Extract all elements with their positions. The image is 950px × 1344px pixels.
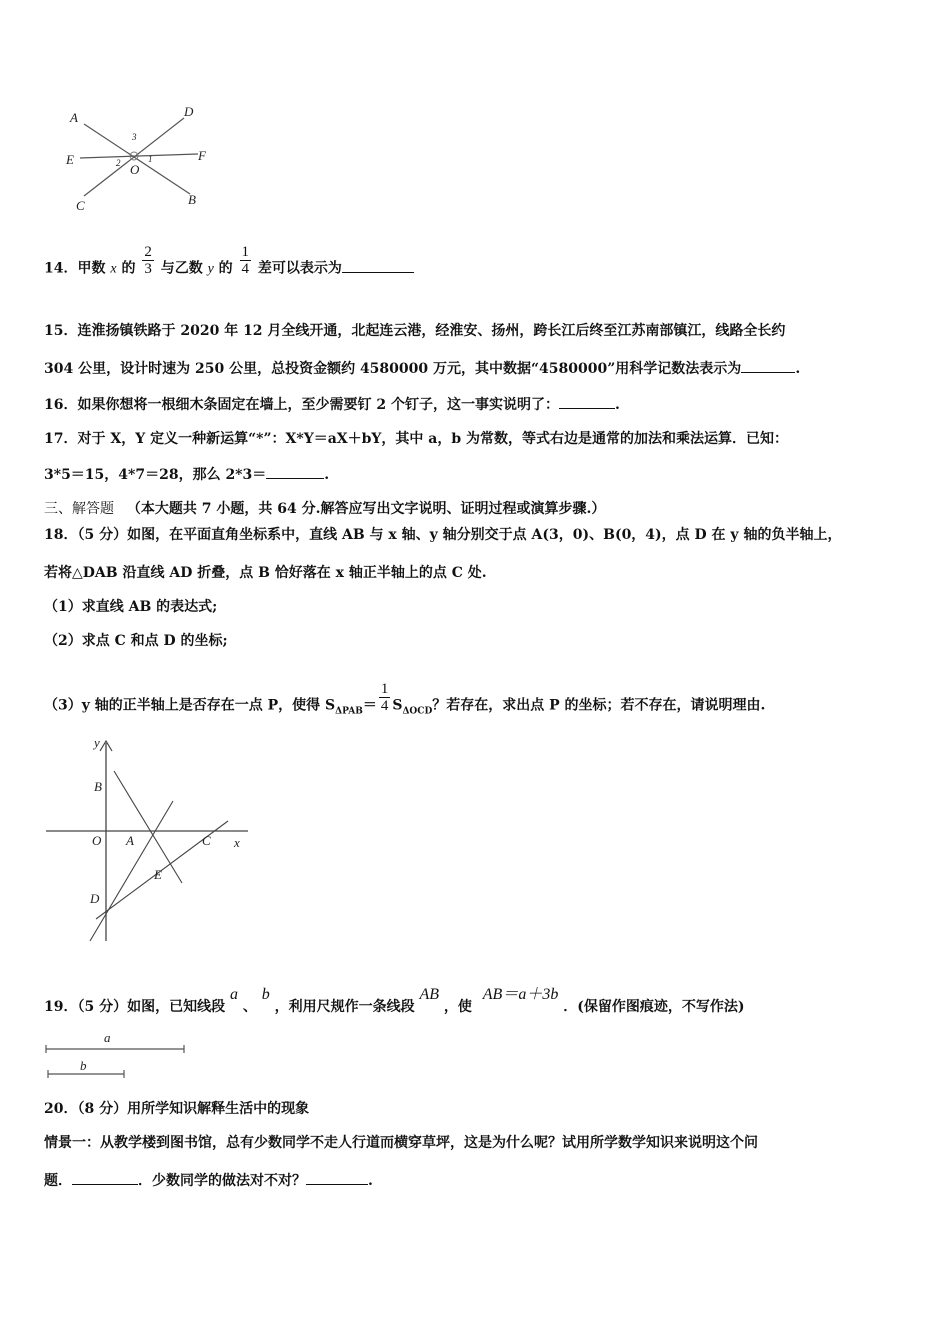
frac-num: 2 bbox=[144, 244, 152, 260]
segment-label-a: a bbox=[104, 1030, 111, 1045]
answer-blank[interactable] bbox=[266, 466, 324, 479]
q19-equation: AB＝a＋3b bbox=[482, 986, 559, 1003]
q16-text: 16．如果你想将一根细木条固定在墙上，至少需要钉 2 个钉子，这一事实说明了： bbox=[44, 397, 559, 413]
coordinate-svg bbox=[40, 735, 255, 947]
q15-text: . bbox=[795, 361, 801, 377]
section-desc: （本大题共 7 小题，共 64 分.解答应写出文字说明、证明过程或演算步骤.） bbox=[126, 501, 606, 517]
q14-number: 14． bbox=[44, 260, 78, 277]
q19-var-b: b bbox=[261, 986, 270, 1003]
label-3: 3 bbox=[132, 132, 137, 142]
question-16 bbox=[44, 394, 620, 414]
answer-blank[interactable] bbox=[559, 396, 615, 409]
q18-subscript: ΔOCD bbox=[402, 706, 433, 717]
question-18-part2: （2）求点 C 和点 D 的坐标; bbox=[44, 633, 228, 649]
q16-text: . bbox=[614, 397, 620, 413]
q19-text: ，利用尺规作一条线段 bbox=[274, 999, 415, 1015]
q19-text: 19．（5 分）如图，已知线段 bbox=[44, 999, 226, 1015]
question-20-title: 20．（8 分）用所学知识解释生活中的现象 bbox=[44, 1101, 310, 1117]
answer-blank[interactable] bbox=[342, 260, 414, 273]
axis-label-x: x bbox=[234, 835, 240, 850]
q14-text: 的 bbox=[218, 260, 233, 277]
q19-text: ，使 bbox=[443, 999, 472, 1015]
frac-den: 4 bbox=[380, 698, 389, 714]
answer-blank[interactable] bbox=[741, 360, 795, 373]
label-2: 2 bbox=[116, 158, 121, 168]
q20-text: 题． bbox=[44, 1173, 72, 1189]
q18-fraction-1-4 bbox=[379, 681, 391, 714]
segment-label-b: b bbox=[80, 1058, 87, 1073]
question-20-line1: 情景一：从教学楼到图书馆，总有少数同学不走人行道而横穿草坪，这是为什么呢？试用所学数学知识来说明这个问 bbox=[44, 1135, 758, 1151]
q14-text: 差可以表示为 bbox=[257, 260, 342, 277]
label-1: 1 bbox=[148, 154, 153, 164]
question-17-line1: 17．对于 X，Y 定义一种新运算“*”：X*Y＝aX＋bY，其中 a，b 为常数，等式右边是通常的加法和乘法运算．已知： bbox=[44, 431, 789, 447]
q20-text: . bbox=[368, 1173, 373, 1189]
frac-num: 1 bbox=[380, 681, 389, 697]
frac-den: 3 bbox=[144, 261, 152, 277]
question-18-line2: 若将△DAB 沿直线 AD 折叠，点 B 恰好落在 x 轴正半轴上的点 C 处. bbox=[44, 565, 487, 581]
q18-subscript: ΔPAB bbox=[335, 706, 363, 717]
q19-var-AB: AB bbox=[419, 986, 440, 1003]
answer-blank[interactable] bbox=[72, 1172, 138, 1185]
coordinate-figure bbox=[40, 735, 255, 947]
q18-text: ？若存在，求出点 P 的坐标；若不存在，请说明理由. bbox=[432, 697, 766, 714]
answer-blank[interactable] bbox=[306, 1172, 368, 1185]
question-18-part1: （1）求直线 AB 的表达式; bbox=[44, 599, 218, 615]
segment-svg bbox=[44, 1030, 194, 1080]
label-A: A bbox=[70, 110, 78, 125]
q19-var-a: a bbox=[229, 986, 238, 1003]
point-label-B: B bbox=[94, 779, 102, 794]
q17-text: . bbox=[324, 467, 330, 483]
q14-fraction-1-4 bbox=[240, 244, 252, 277]
segment-figure bbox=[44, 1030, 194, 1080]
question-14 bbox=[44, 244, 414, 285]
section-title: 三、解答题 bbox=[44, 501, 114, 517]
point-label-C: C bbox=[202, 833, 211, 848]
frac-num: 1 bbox=[241, 244, 250, 260]
section-3-heading bbox=[44, 498, 605, 518]
q19-text: 、 bbox=[242, 999, 257, 1015]
q20-text: ．少数同学的做法对不对？ bbox=[138, 1173, 306, 1189]
q17-text: 3*5＝15，4*7＝28，那么 2*3＝ bbox=[44, 467, 267, 483]
frac-den: 4 bbox=[241, 261, 250, 277]
angle-figure bbox=[60, 100, 220, 215]
q14-text: 与乙数 bbox=[160, 260, 203, 277]
q14-text: 甲数 bbox=[77, 260, 106, 277]
point-label-A: A bbox=[126, 833, 134, 848]
question-15-line1: 15．连淮扬镇铁路于 2020 年 12 月全线开通，北起连云港，经淮安、扬州，跨长江后终至江苏南部镇江，线路全长约 bbox=[44, 323, 786, 339]
q15-text: 304 公里，设计时速为 250 公里，总投资金额约 4580000 万元，其中数据“4580000”用科学记数法表示为 bbox=[44, 361, 742, 377]
question-18-part3 bbox=[44, 681, 766, 722]
q18-text: ＝ bbox=[362, 697, 377, 714]
point-label-E: E bbox=[154, 867, 162, 882]
question-19 bbox=[44, 986, 745, 1016]
question-20-line2 bbox=[44, 1170, 373, 1190]
point-label-O: O bbox=[92, 833, 102, 848]
q18-text: S bbox=[392, 697, 403, 714]
q14-fraction-2-3 bbox=[142, 244, 154, 277]
q18-text: （3）y 轴的正半轴上是否存在一点 P，使得 S bbox=[44, 697, 336, 714]
point-label-D: D bbox=[90, 891, 100, 906]
question-18-line1: 18．（5 分）如图，在平面直角坐标系中，直线 AB 与 x 轴、y 轴分别交于点 A(3，0)、B(0，4)，点 D 在 y 轴的负半轴上， bbox=[44, 527, 842, 543]
label-C: C bbox=[76, 198, 85, 213]
label-O: O bbox=[130, 162, 140, 177]
label-D: D bbox=[184, 104, 194, 119]
question-15-line2 bbox=[44, 358, 800, 378]
axis-label-y: y bbox=[94, 735, 100, 750]
label-B: B bbox=[188, 192, 196, 207]
q14-var-x: x bbox=[110, 261, 117, 277]
q19-text: ．(保留作图痕迹，不写作法) bbox=[563, 999, 745, 1015]
question-17-line2 bbox=[44, 464, 329, 484]
label-F: F bbox=[198, 148, 206, 163]
q14-var-y: y bbox=[207, 261, 214, 277]
q14-text: 的 bbox=[121, 260, 136, 277]
label-E: E bbox=[66, 152, 74, 167]
